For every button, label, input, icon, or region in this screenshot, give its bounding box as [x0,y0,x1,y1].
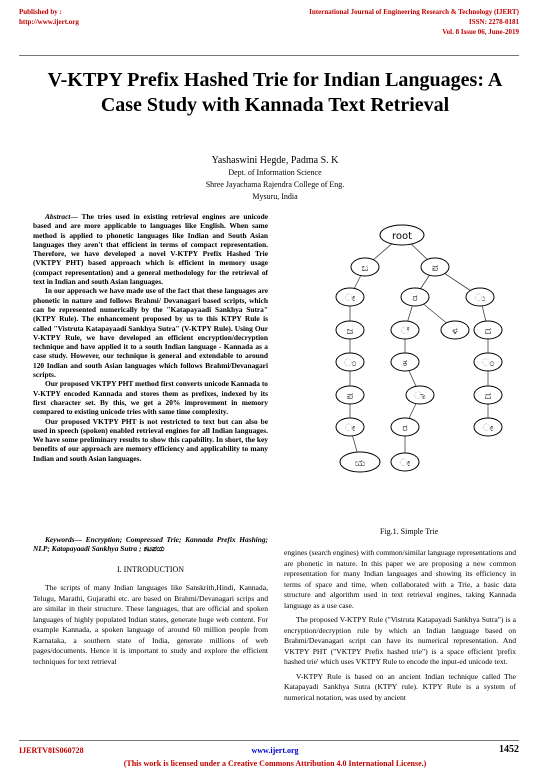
trie-label: ೕ [344,423,356,434]
simple-trie-figure [330,217,505,517]
publisher-url[interactable]: http://www.ijert.org [19,18,79,26]
trie-label: ದ [484,326,492,337]
author-block [0,155,550,203]
trie-label: ಜ [346,326,354,337]
paper-title: V-KTPY Prefix Hashed Trie for Indian Languages: A Case Study with Kannada Text Retrieval [47,69,503,116]
right-p1: The proposed V-KTPY Rule ("Vistruta Katapayadi Sankhya Sutra") is a encryption/decryption rule by which an Indian language based on Brahmi/Devanagari script can have its numerical representation. And VKTPY PHT ("VKTPY Prefix hashed trie") is a space efficient 'prefix hashed trie' which uses VKTPY Rule to encode the input-ed unicode text. [284,615,516,666]
abstract-text-1: The tries used in existing retrieval engines are unicode based and are more applicable to languages like English. When same method is applied to phonetic languages like Indian and South Asian languages they aren't that efficient in terms of compact representation. Therefore, we have developed a novel V-KTPY Prefix Hashed Trie (VKTPY PHT) based approach which is efficient in memory usage (compact representation) and a general methodology for the retrieval of text in Indian and south Asian languages. [33,212,269,287]
page-number: 1452 [499,744,519,755]
publisher-label: Published by : [19,8,62,16]
journal-name: International Journal of Engineering Research & Technology (IJERT) [309,8,519,16]
trie-label: ಂ [343,358,357,369]
trie-label: ಾ [414,391,426,402]
trie-label: ೕ [399,458,411,469]
abstract-label: Abstract— [45,212,78,221]
trie-label: ಯ [354,458,366,469]
trie-label: ಪ [346,391,354,402]
trie-label: ಕ [402,358,408,369]
footer-url[interactable]: www.ijert.org [251,746,299,755]
right-column-text [284,548,516,707]
abstract-p2: In our approach we have made use of the fact that these languages are phonetic in nature and follows Brahmi/ Devanagari based scripts, which can be represented numerically by the "Katapayaadi Sankhya Sutra" (KTPY Rule). The enhancement proposed by us to this KTPY Rule is called "Vistruta Katapayaadi Sankhya Sutra" (V-KTPY Rule). Using Our V-KTPY Rule, we have developed an efficient encryption/decryption technique and have applied it to a south Indian language - Kannada as a case study. However, our technique is general and extendable to around 120 Indian and south Asian languages which follows Brahmi/Devanagari scripts. [33,286,268,380]
figure-caption: Fig.1. Simple Trie [380,527,439,536]
introduction [33,583,268,667]
trie-label: ಪ [431,263,439,274]
abstract-p3: Our proposed VKTPY PHT method first converts unicode Kannada to V-KTPY encoded Kannada and stores them as prefixes, indexed by its first character set. By this, we get a 20% improvement in memory compared to existing unicode tries with same time complexity. [33,379,268,417]
trie-label: ೆ [400,326,410,337]
journal-publisher [19,7,79,27]
trie-label: ರ [402,423,408,434]
header-divider [19,55,519,56]
trie-label: ರ [412,293,418,304]
abstract [33,212,268,463]
trie-label: ಳ [452,326,458,337]
footer-divider [19,740,519,741]
footer-paper-id: IJERTV8IS060728 [19,746,84,755]
right-p0: engines (search engines) with common/similar language representations and are phonetic in nature. In this paper we are proposing a new common representation for many Indian languages and showing its efficiency in terms of space and time, when collaborated with a Trie, a basic data structure and algorithm used in text retrieval engines, taking Kannada language as a use case. [284,548,516,610]
journal-info [309,7,519,37]
trie-label: ು [474,293,486,304]
author-dept: Dept. of Information Science [228,168,322,177]
intro-p1: The scripts of many Indian languages like Sanskrith,Hindi, Kannada, Telugu, Marathi, Gujarathi etc. are based on Brahmi/Devanagari scrips and are similar in their structure. These languages, that are official and spoken languages of highly populated Indian states, generate huge web content. For example Kannada, a spoken language of around 60 million people from Karnataka, a southern state of India, generate millions of web pages/documents. Hence it is important to study and explore the efficient techniques for text retrieval [33,583,268,666]
keywords-label: Keywords— [45,535,82,544]
license-notice[interactable]: (This work is licensed under a Creative Commons Attribution 4.0 International License.) [123,759,427,768]
abstract-p4: Our proposed VKTPY PHT is not restricted to text but can also be used in speech (spoken) enabled retrieval engines for all Indian languages. We have some preliminary results to show this capability. In short, the key benefits of our approach are memory efficiency and applicability to many Indian and south Asian languages. [33,416,268,463]
right-p2: V-KTPY Rule is based on an ancient Indian technique called The Katapayadi Sankhya Sutra (KTPY rule). KTPY Rule is a system of numerical notation, was used by ancient [284,671,516,702]
journal-issn: ISSN: 2278-0181 [469,18,519,26]
trie-label: ಬ [361,263,369,274]
author-college: Shree Jayachama Rajendra College of Eng. [205,180,345,189]
author-city: Mysuru, India [252,192,298,201]
trie-label: ೕ [482,423,494,434]
abstract-p1 [33,212,268,286]
trie-label-root: root [391,231,413,242]
keywords [33,535,268,554]
author-names: Yashaswini Hegde, Padma S. K [211,155,339,166]
keywords-text: Encryption; Compressed Trie; Kannada Prefix Hashing; NLP; Katapayaadi Sankhya Sutra ; ಕಟಪಯ [33,535,268,554]
journal-volume: Vol. 8 Issue 06, June-2019 [442,28,519,36]
trie-label: ೕ [344,293,356,304]
trie-label: ಂ [481,358,495,369]
section-heading-introduction: I. INTRODUCTION [116,565,185,574]
trie-label: ದ [484,391,492,402]
